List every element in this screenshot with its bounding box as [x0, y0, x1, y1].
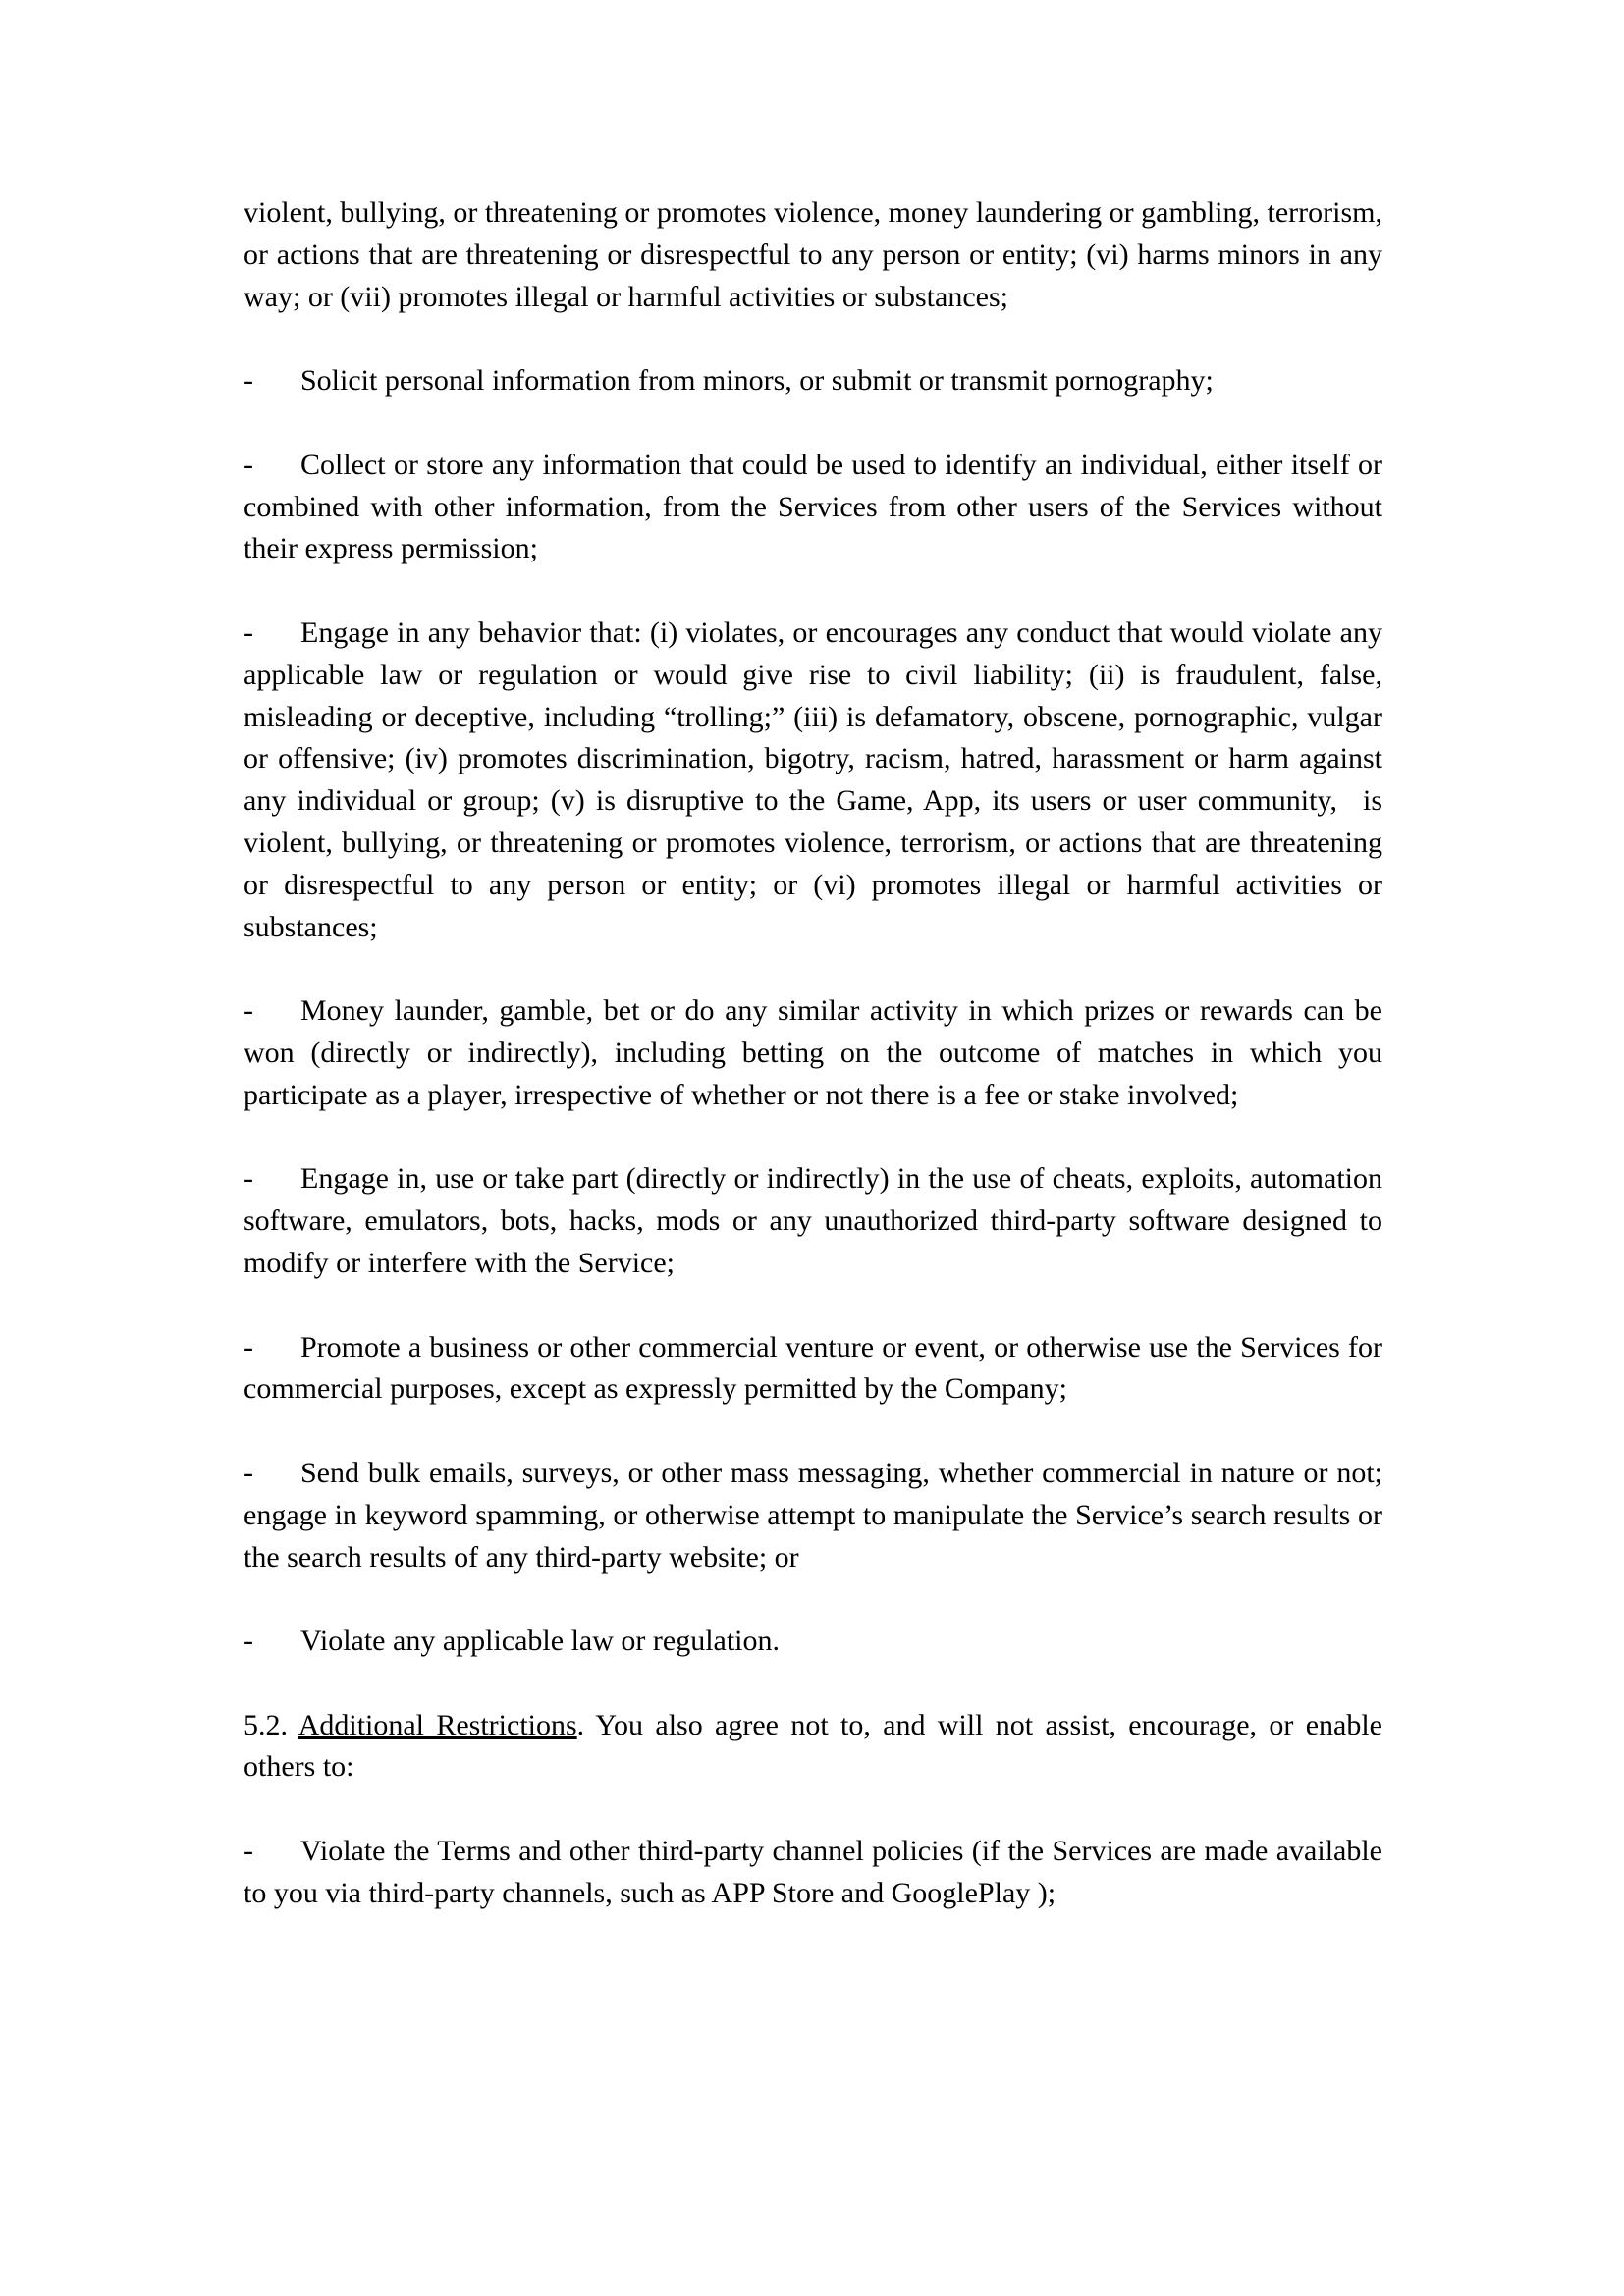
paragraph-spacer: [244, 1285, 1382, 1327]
bullet-solicit-personal-information: [244, 360, 1382, 402]
bullet-text: Engage in, use or take part (directly or indirectly) in the use of cheats, exploits, automation software, emulators, bots, hacks, mods or any unauthorized third-party software designed to modify or interfere with the Service;: [244, 1162, 1382, 1279]
bullet-text: Violate any applicable law or regulation.: [300, 1625, 781, 1658]
bullet-dash-marker: -: [244, 615, 253, 649]
bullet-dash-marker: -: [244, 1162, 253, 1196]
bullet-text: [244, 613, 1382, 948]
bullet-cheats-exploits-automation: [244, 1158, 1382, 1284]
bullet-text: Collect or store any information that could be used to identify an individual, either itself or combined with other information, from the Services from other users of the Services without their express permission;: [244, 448, 1382, 565]
bullet-text: Send bulk emails, surveys, or other mass messaging, whether commercial in nature or not; engage in keyword spamming, or otherwise attempt to manipulate the Service’s search results or the search results of any third-party website; or: [244, 1456, 1382, 1574]
section-intro-text: . You also agree not to, and will not assist, encourage, or enable others to:: [244, 1708, 1382, 1784]
bullet-violate-the-terms-third-party: [244, 1831, 1382, 1915]
paragraph-spacer: [244, 1578, 1382, 1621]
bullet-dash-marker: -: [244, 364, 253, 398]
bullet-engage-in-any-behavior: [244, 613, 1382, 948]
paragraph-spacer: [244, 1411, 1382, 1453]
paragraph-spacer: [244, 402, 1382, 445]
bullet-collect-or-store-information: [244, 445, 1382, 570]
paragraph-spacer: [244, 318, 1382, 360]
bullet-text-part-1: Engage in any behavior that: (i) violates, or encourages any conduct that would violate any applicable law or regulation or would give rise to civil liability; (ii) is fraudulent, false, misleading or deceptive, including “trolling;” (iii) is defamatory, obscene, pornographic, vulgar or offensive; (iv) promotes discrimination, bigotry, racism, hatred, harassment or harm against any individual or group; (v) is disruptive to the Game, App, its users or user community,: [244, 615, 1382, 818]
bullet-dash-marker: -: [244, 1456, 253, 1489]
bullet-send-bulk-emails: [244, 1453, 1382, 1578]
bullet-money-launder-gamble: [244, 990, 1382, 1116]
bullet-violate-any-applicable-law: [244, 1621, 1382, 1663]
paragraph-spacer: [244, 1789, 1382, 1831]
paragraph-spacer: [244, 948, 1382, 990]
section-heading: Additional Restrictions: [298, 1708, 577, 1741]
bullet-dash-marker: -: [244, 1835, 253, 1868]
bullet-text: Violate the Terms and other third-party channel policies (if the Services are made available to you via third-party channels, such as APP Store and GooglePlay );: [244, 1835, 1382, 1909]
document-body: [244, 192, 1382, 1915]
paragraph-continuation: violent, bullying, or threatening or promotes violence, money laundering or gambling, terrorism, or actions that are threatening or disrespectful to any person or entity; (vi) harms minors in any way; or (vii) promotes illegal or harmful activities or substances;: [244, 196, 1382, 313]
bullet-text: Promote a business or other commercial venture or event, or otherwise use the Services for commercial purposes, except as expressly permitted by the Company;: [244, 1330, 1382, 1406]
paragraph-spacer: [244, 570, 1382, 613]
bullet-dash-marker: -: [244, 448, 253, 481]
section-5-2-additional-restrictions: [244, 1705, 1382, 1789]
paragraph-spacer: [244, 1663, 1382, 1705]
bullet-dash-marker: -: [244, 1625, 253, 1658]
section-number: 5.2.: [244, 1708, 288, 1741]
bullet-text-part-2: is violent, bullying, or threatening or promotes violence, terrorism, or actions that are threatening or disrespectful to any person or entity; or (vi) promotes illegal or harmful activities or substances;: [244, 784, 1382, 943]
bullet-promote-a-business: [244, 1327, 1382, 1412]
bullet-text: Money launder, gamble, bet or do any similar activity in which prizes or rewards can be won (directly or indirectly), including betting on the outcome of matches in which you participate as a player, irrespective of whether or not there is a fee or stake involved;: [244, 994, 1382, 1111]
bullet-text: Solicit personal information from minors, or submit or transmit pornography;: [300, 364, 1214, 398]
bullet-dash-marker: -: [244, 994, 253, 1028]
bullet-dash-marker: -: [244, 1330, 253, 1363]
paragraph-spacer: [244, 1117, 1382, 1159]
